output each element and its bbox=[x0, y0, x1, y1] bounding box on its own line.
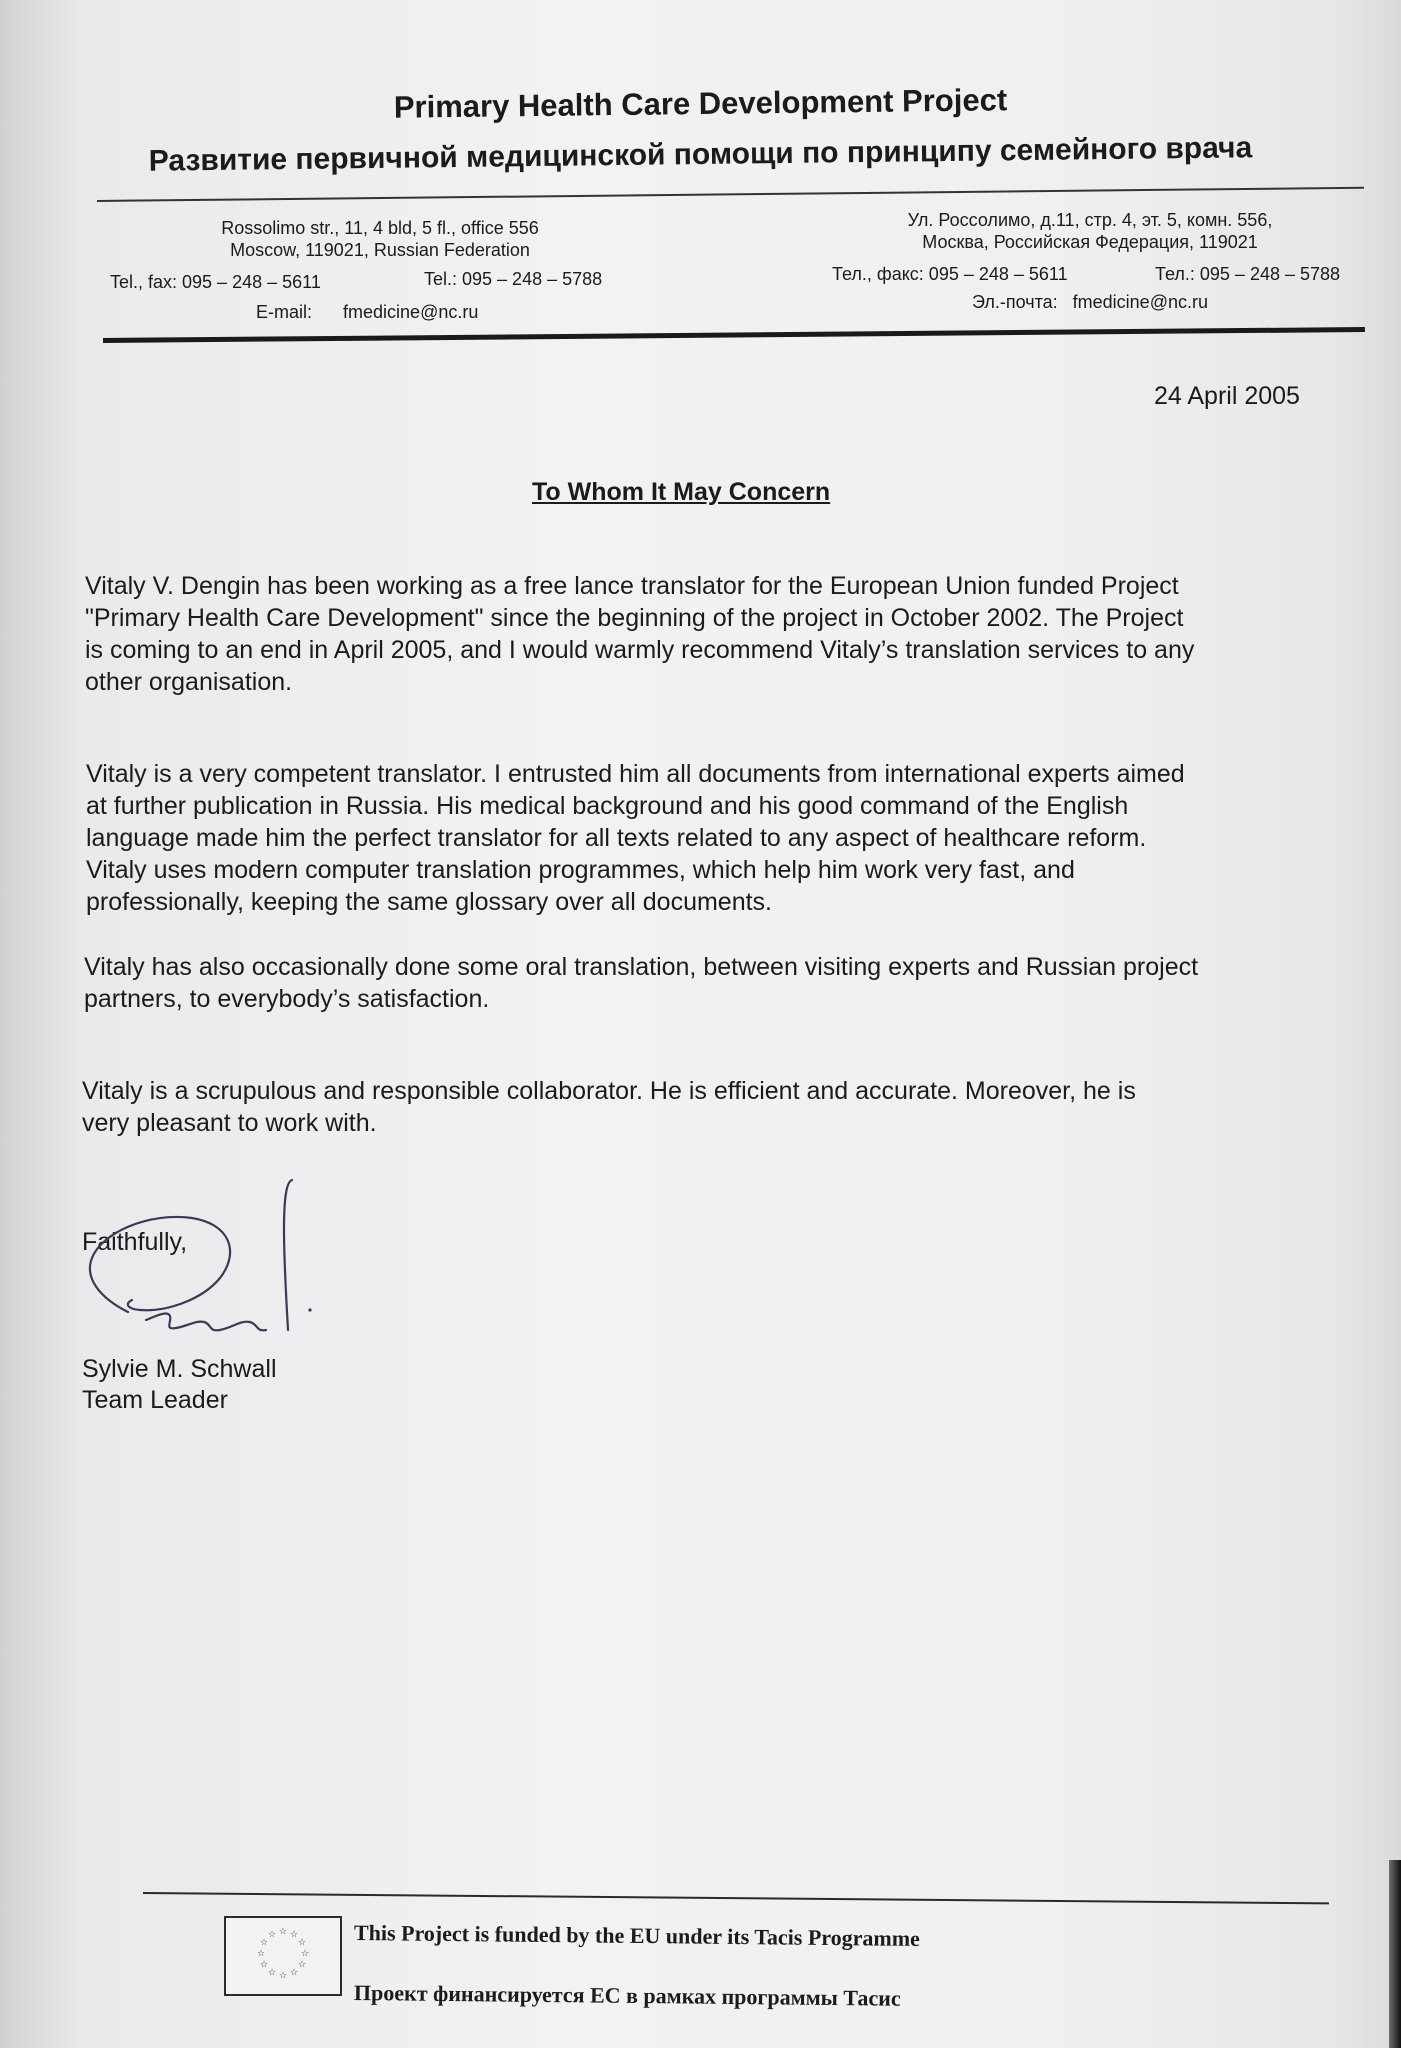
svg-text:☆: ☆ bbox=[256, 1949, 266, 1959]
svg-text:☆: ☆ bbox=[297, 1938, 307, 1948]
paragraph-line: professionally, keeping the same glossary over all documents. bbox=[86, 888, 772, 916]
closing-salutation: Faithfully, bbox=[82, 1228, 188, 1256]
email-en-label: E-mail: bbox=[256, 302, 313, 322]
address-en-line2: Moscow, 119021, Russian Federation bbox=[230, 240, 530, 260]
project-title-ru: Развитие первичной медицинской помощи по принципу семейного врача bbox=[148, 131, 1253, 178]
paragraph-2 bbox=[86, 758, 1336, 918]
paragraph-line: language made him the perfect translator for all texts related to any aspect of healthcare reform. bbox=[86, 824, 1147, 852]
signer-name: Sylvie M. Schwall bbox=[82, 1355, 277, 1383]
svg-text:☆: ☆ bbox=[259, 1938, 269, 1948]
svg-text:☆: ☆ bbox=[278, 1971, 288, 1981]
svg-text:☆: ☆ bbox=[259, 1960, 269, 1970]
funding-note-ru: Проект финансируется ЕС в рамках программы Тасис bbox=[353, 1980, 901, 2011]
paragraph-line: Vitaly is a scrupulous and responsible collaborator. He is efficient and accurate. Moreover, he is bbox=[82, 1077, 1136, 1105]
scan-edge-shadow bbox=[1389, 1860, 1401, 2048]
svg-text:☆: ☆ bbox=[278, 1927, 288, 1937]
project-title-en: Primary Health Care Development Project bbox=[393, 82, 1008, 125]
address-en-line1: Rossolimo str., 11, 4 bld, 5 fl., office 556 bbox=[221, 218, 539, 238]
address-ru-line2: Москва, Российская Федерация, 119021 bbox=[922, 232, 1258, 252]
telfax-en: Tel., fax: 095 – 248 – 5611 bbox=[110, 272, 321, 292]
email-en-row bbox=[256, 302, 478, 323]
funding-note-en: This Project is funded by the EU under its Tacis Programme bbox=[353, 1920, 921, 1951]
telfax-ru: Тел., факс: 095 – 248 – 5611 bbox=[832, 264, 1068, 284]
paragraph-4 bbox=[82, 1075, 1332, 1139]
signer-title: Team Leader bbox=[82, 1386, 228, 1414]
svg-text:☆: ☆ bbox=[267, 1968, 277, 1978]
paragraph-line: "Primary Health Care Development" since the beginning of the project in October 2002. The Project bbox=[85, 604, 1184, 632]
address-ru-line1: Ул. Россолимо, д.11, стр. 4, эт. 5, комн. 556, bbox=[907, 210, 1273, 230]
email-en-value: fmedicine@nc.ru bbox=[343, 302, 479, 322]
paragraph-1 bbox=[85, 570, 1335, 698]
svg-text:☆: ☆ bbox=[267, 1930, 277, 1940]
svg-text:☆: ☆ bbox=[300, 1949, 310, 1959]
handwritten-signature bbox=[80, 1170, 320, 1340]
header-divider-thin bbox=[97, 187, 1364, 202]
paragraph-line: at further publication in Russia. His medical background and his good command of the English bbox=[86, 792, 1129, 820]
email-ru-row bbox=[972, 292, 1208, 313]
paragraph-line: very pleasant to work with. bbox=[82, 1109, 377, 1137]
email-ru-label: Эл.-почта: bbox=[972, 292, 1058, 312]
header-divider-thick bbox=[103, 327, 1365, 343]
paragraph-line: Vitaly has also occasionally done some oral translation, between visiting experts and Russian project bbox=[84, 953, 1199, 981]
paragraph-line: is coming to an end in April 2005, and I would warmly recommend Vitaly’s translation services to any bbox=[85, 636, 1195, 664]
svg-text:☆: ☆ bbox=[289, 1968, 299, 1978]
eu-stars-icon bbox=[226, 1918, 340, 1994]
paragraph-line: partners, to everybody’s satisfaction. bbox=[84, 985, 490, 1013]
paragraph-line: Vitaly V. Dengin has been working as a free lance translator for the European Union funded Project bbox=[85, 572, 1179, 600]
letter-heading: To Whom It May Concern bbox=[532, 478, 831, 506]
paragraph-3 bbox=[84, 951, 1334, 1015]
svg-text:☆: ☆ bbox=[289, 1930, 299, 1940]
footer-divider bbox=[143, 1892, 1329, 1904]
tel-ru: Тел.: 095 – 248 – 5788 bbox=[1155, 264, 1341, 284]
svg-text:☆: ☆ bbox=[297, 1960, 307, 1970]
letter-date: 24 April 2005 bbox=[1154, 382, 1300, 410]
eu-flag-logo bbox=[224, 1916, 342, 1996]
email-ru-value: fmedicine@nc.ru bbox=[1072, 292, 1208, 312]
paragraph-line: other organisation. bbox=[85, 668, 293, 696]
paragraph-line: Vitaly is a very competent translator. I entrusted him all documents from international experts aimed bbox=[86, 760, 1185, 788]
paragraph-line: Vitaly uses modern computer translation programmes, which help him work very fast, and bbox=[86, 856, 1075, 884]
tel-en: Tel.: 095 – 248 – 5788 bbox=[424, 269, 603, 289]
